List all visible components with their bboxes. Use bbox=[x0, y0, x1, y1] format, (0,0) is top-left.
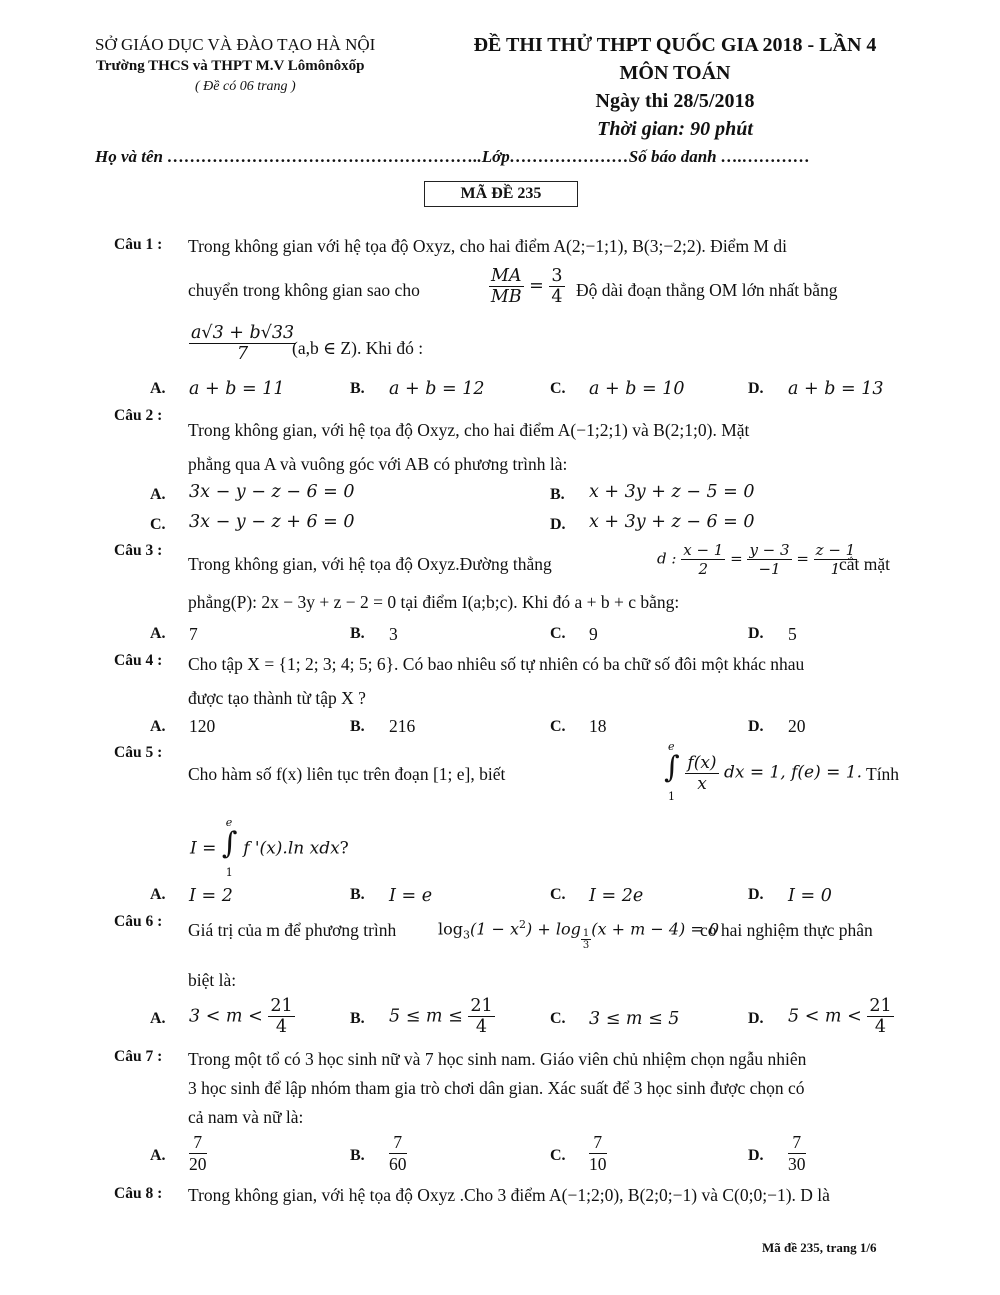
option-label: B. bbox=[350, 380, 365, 397]
option-text[interactable]: a + b = 11 bbox=[189, 379, 285, 399]
log-equation bbox=[438, 918, 719, 951]
option-text[interactable]: a + b = 12 bbox=[389, 379, 485, 399]
frac-num: z − 1 bbox=[815, 541, 856, 559]
equals-sign: = bbox=[529, 276, 544, 296]
question-text: cắt mặt bbox=[839, 554, 891, 574]
frac-num: 7 bbox=[189, 1132, 207, 1154]
frac-den: 3 bbox=[582, 940, 590, 952]
option-label: C. bbox=[550, 625, 566, 642]
option-label: C. bbox=[550, 1010, 566, 1027]
option-label: A. bbox=[150, 718, 166, 735]
frac-num: 7 bbox=[788, 1132, 806, 1154]
option-label: D. bbox=[550, 516, 566, 533]
option-pre: 5 ≤ m ≤ bbox=[389, 1006, 463, 1027]
option-label: A. bbox=[150, 886, 166, 903]
option-text[interactable]: 3 bbox=[389, 624, 398, 644]
line-name: d : bbox=[657, 549, 677, 568]
exam-date: Ngày thi 28/5/2018 bbox=[595, 90, 755, 112]
option-label: A. bbox=[150, 1147, 166, 1164]
option-text[interactable] bbox=[589, 1132, 607, 1175]
exam-title: ĐỀ THI THỬ THPT QUỐC GIA 2018 - LẦN 4 bbox=[473, 34, 877, 56]
frac-den: 4 bbox=[551, 287, 563, 307]
option-text[interactable]: 3x − y − z + 6 = 0 bbox=[189, 512, 355, 532]
question-text: Trong không gian, với hệ tọa độ Oxyz, cho hai điểm A(−1;2;1) và B(2;1;0). Mặt bbox=[188, 420, 750, 440]
frac-num: 7 bbox=[389, 1132, 407, 1154]
option-label: B. bbox=[350, 1010, 365, 1027]
option-label: D. bbox=[748, 718, 764, 735]
integral-lhs: I = bbox=[190, 838, 217, 859]
frac-num: f(x) bbox=[687, 752, 717, 773]
option-label: C. bbox=[550, 718, 566, 735]
frac-den: 4 bbox=[475, 1017, 488, 1037]
exam-time: Thời gian: 90 phút bbox=[597, 118, 753, 140]
question-text: cả nam và nữ là: bbox=[188, 1107, 304, 1127]
department-name: SỞ GIÁO DỤC VÀ ĐÀO TẠO HÀ NỘI bbox=[95, 35, 376, 54]
option-text[interactable]: I = e bbox=[389, 886, 433, 906]
exam-code-box: MÃ ĐỀ 235 bbox=[424, 181, 578, 207]
question-label: Câu 3 : bbox=[114, 542, 163, 559]
option-text[interactable]: x + 3y + z − 5 = 0 bbox=[589, 482, 755, 502]
log-text: log bbox=[438, 919, 463, 939]
option-label: D. bbox=[748, 886, 764, 903]
frac-den: 2 bbox=[698, 560, 709, 578]
log-base: 3 bbox=[463, 928, 470, 942]
option-label: B. bbox=[550, 486, 565, 503]
school-name: Trường THCS và THPT M.V Lômônôxốp bbox=[96, 58, 365, 74]
frac-num: x − 1 bbox=[683, 541, 724, 559]
log-arg: (1 − x bbox=[470, 919, 520, 939]
option-text[interactable]: 3x − y − z − 6 = 0 bbox=[189, 482, 355, 502]
option-text[interactable]: I = 0 bbox=[788, 886, 832, 906]
option-label: B. bbox=[350, 718, 365, 735]
question-text: 3 học sinh để lập nhóm tham gia trò chơi dân gian. Xác suất để 3 học sinh được chọn có bbox=[188, 1078, 805, 1098]
frac-den: 4 bbox=[874, 1017, 887, 1037]
page-footer: Mã đề 235, trang 1/6 bbox=[762, 1240, 877, 1255]
question-label: Câu 8 : bbox=[114, 1185, 163, 1202]
frac-num: a√3 + b√33 bbox=[191, 323, 295, 343]
option-label: C. bbox=[550, 1147, 566, 1164]
exponent: 2 bbox=[519, 918, 527, 931]
math-fraction bbox=[489, 266, 565, 307]
question-text: biệt là: bbox=[188, 970, 237, 990]
frac-num: 3 bbox=[551, 266, 563, 286]
option-pre: 3 < m < bbox=[189, 1006, 263, 1027]
option-label: C. bbox=[550, 886, 566, 903]
math-fraction bbox=[189, 323, 296, 364]
question-text: (a,b ∈ Z). Khi đó : bbox=[292, 338, 424, 358]
question-label: Câu 5 : bbox=[114, 744, 163, 761]
option-text[interactable] bbox=[788, 1132, 806, 1175]
option-label: D. bbox=[748, 380, 764, 397]
option-label: B. bbox=[350, 1147, 365, 1164]
question-text: được tạo thành từ tập X ? bbox=[188, 688, 366, 708]
frac-num: 1 bbox=[582, 928, 590, 940]
option-text[interactable]: 3 ≤ m ≤ 5 bbox=[589, 1009, 680, 1029]
frac-num: y − 3 bbox=[749, 541, 790, 559]
exam-subject: MÔN TOÁN bbox=[619, 62, 731, 84]
option-label: D. bbox=[748, 1010, 764, 1027]
option-text[interactable]: x + 3y + z − 6 = 0 bbox=[589, 512, 755, 532]
question-text: Giá trị của m để phương trình bbox=[188, 920, 397, 940]
option-label: C. bbox=[550, 380, 566, 397]
question-label: Câu 6 : bbox=[114, 913, 163, 930]
option-label: A. bbox=[150, 380, 166, 397]
option-text[interactable] bbox=[389, 1132, 407, 1175]
option-text[interactable]: 9 bbox=[589, 624, 598, 644]
frac-den: 10 bbox=[589, 1154, 607, 1174]
question-text: phẳng qua A và vuông góc với AB có phương trình là: bbox=[188, 454, 568, 474]
option-label: A. bbox=[150, 625, 166, 642]
question-label: Câu 1 : bbox=[114, 236, 163, 253]
question-text: Độ dài đoạn thẳng OM lớn nhất bằng bbox=[576, 280, 838, 300]
integral-lower: 1 bbox=[225, 866, 233, 879]
option-text[interactable]: I = 2e bbox=[589, 886, 644, 906]
option-text[interactable]: 18 bbox=[589, 716, 607, 736]
frac-num: MA bbox=[491, 266, 522, 286]
option-label: A. bbox=[150, 486, 166, 503]
integral-expression: I = e ∫ 1 f '(x).ln xdx? bbox=[190, 816, 349, 879]
student-info-line: Họ và tên ………………………………………………..Lớp…………………Số báo danh ….………… bbox=[95, 147, 811, 166]
frac-den: −1 bbox=[758, 560, 781, 578]
option-text[interactable]: 216 bbox=[389, 716, 416, 736]
frac-den: 20 bbox=[189, 1154, 207, 1174]
question-text: Trong không gian, với hệ tọa độ Oxyz .Cho 3 điểm A(−1;2;0), B(2;0;−1) và C(0;0;−1). D là bbox=[188, 1185, 830, 1205]
option-label: D. bbox=[748, 1147, 764, 1164]
option-text[interactable]: 7 bbox=[189, 624, 198, 644]
question-text: Cho hàm số f(x) liên tục trên đoạn [1; e], biết bbox=[188, 764, 506, 784]
option-text[interactable]: 20 bbox=[788, 716, 806, 736]
option-text[interactable]: a + b = 10 bbox=[589, 379, 685, 399]
option-text[interactable]: 120 bbox=[189, 716, 216, 736]
option-text[interactable]: I = 2 bbox=[189, 886, 233, 906]
frac-num: 21 bbox=[270, 996, 293, 1016]
line-equation: d : $\frac{x - 1}{2}$ = $\frac{y - 3}{-1}$ = $\frac{z - 1}{1}$ bbox=[657, 541, 856, 578]
pages-note: ( Đề có 06 trang ) bbox=[195, 79, 296, 94]
integral-upper: e bbox=[668, 740, 675, 753]
option-label: A. bbox=[150, 1010, 166, 1027]
option-label: B. bbox=[350, 886, 365, 903]
integral-upper: e bbox=[225, 816, 233, 829]
question-text: Cho tập X = {1; 2; 3; 4; 5; 6}. Có bao nhiêu số tự nhiên có ba chữ số đôi một khác nhau bbox=[188, 654, 805, 674]
frac-den: x bbox=[697, 773, 707, 794]
question-label: Câu 7 : bbox=[114, 1048, 163, 1065]
question-text: Trong một tổ có 3 học sinh nữ và 7 học sinh nam. Giáo viên chủ nhiệm chọn ngẫu nhiên bbox=[188, 1049, 807, 1069]
option-text[interactable] bbox=[189, 996, 295, 1037]
option-text[interactable] bbox=[389, 996, 495, 1037]
frac-den: MB bbox=[490, 287, 522, 307]
integral-tail: dx = 1, f(e) = 1. bbox=[723, 762, 863, 783]
question-label: Câu 2 : bbox=[114, 407, 163, 424]
frac-num: 21 bbox=[869, 996, 892, 1016]
option-label: B. bbox=[350, 625, 365, 642]
question-text: chuyển trong không gian sao cho bbox=[188, 280, 420, 300]
frac-den: 7 bbox=[237, 344, 249, 364]
question-text: có hai nghiệm thực phân bbox=[700, 920, 873, 940]
frac-num: 21 bbox=[470, 996, 493, 1016]
option-text[interactable] bbox=[189, 1132, 207, 1175]
option-text[interactable]: a + b = 13 bbox=[788, 379, 884, 399]
integral-lower: 1 bbox=[668, 790, 675, 803]
integral-body: f '(x).ln xdx bbox=[243, 838, 340, 859]
log-arg: ) + log bbox=[526, 919, 581, 939]
frac-den: 60 bbox=[389, 1154, 407, 1174]
frac-den: 4 bbox=[275, 1017, 288, 1037]
frac-den: 30 bbox=[788, 1154, 806, 1174]
option-text[interactable] bbox=[788, 996, 894, 1037]
integral-expression: e ∫ 1 $\frac{f(x)}{x}$ dx = 1, f(e) = 1. bbox=[664, 740, 863, 803]
option-text[interactable]: 5 bbox=[788, 624, 797, 644]
question-text: Trong không gian với hệ tọa độ Oxyz, cho hai điểm A(2;−1;1), B(3;−2;2). Điểm M di bbox=[188, 236, 787, 256]
option-pre: 5 < m < bbox=[788, 1006, 862, 1027]
question-text: phẳng(P): 2x − 3y + z − 2 = 0 tại điểm I(a;b;c). Khi đó a + b + c bằng: bbox=[188, 592, 680, 612]
frac-num: 7 bbox=[589, 1132, 607, 1154]
question-text: Tính bbox=[866, 764, 900, 784]
question-label: Câu 4 : bbox=[114, 652, 163, 669]
question-mark: ? bbox=[339, 838, 349, 859]
frac-den: 1 bbox=[830, 560, 841, 578]
option-label: C. bbox=[150, 516, 166, 533]
option-label: D. bbox=[748, 625, 764, 642]
log-arg: (x + m − 4) = 0 bbox=[591, 919, 719, 939]
question-text: Trong không gian, với hệ tọa độ Oxyz.Đường thẳng bbox=[188, 554, 552, 574]
